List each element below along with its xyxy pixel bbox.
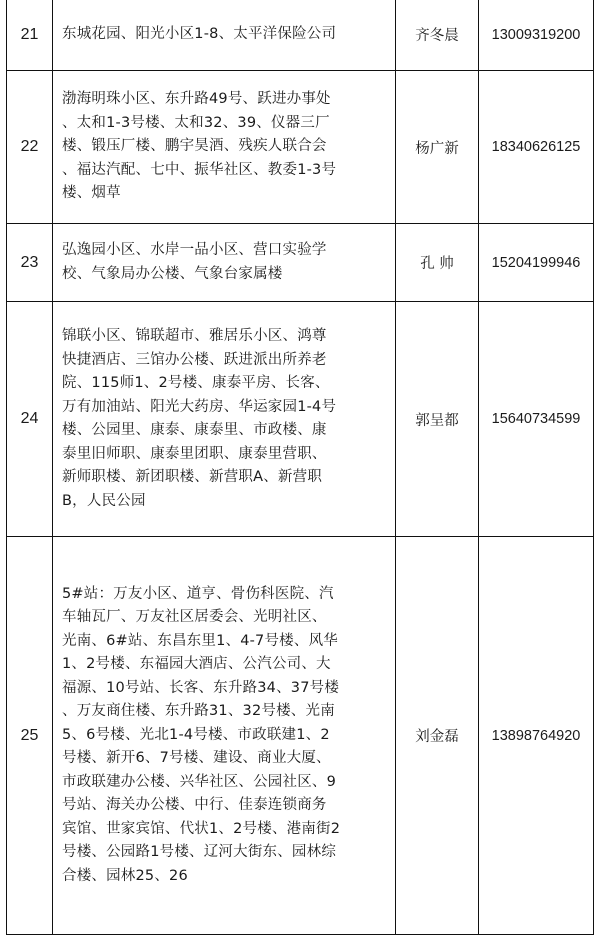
address-line: 、太和1-3号楼、太和32、39、仪器三厂 — [62, 114, 330, 131]
phone-cell: 15204199946 — [479, 224, 594, 302]
address-line: 5#站：万友小区、道亨、骨伤科医院、汽 — [62, 585, 334, 602]
address-line: 万有加油站、阳光大药房、华运家园1-4号 — [62, 398, 337, 415]
name-cell: 郭呈都 — [396, 302, 479, 537]
address-line: 1、2号楼、东福园大酒店、公汽公司、大 — [62, 656, 331, 673]
address-line: 号站、海关办公楼、中行、佳泰连锁商务 — [62, 797, 327, 814]
name-cell: 刘金磊 — [396, 537, 479, 935]
address-line: 楼、锻压厂楼、鹏宇昊酒、残疾人联合会 — [62, 138, 327, 155]
address-line: 弘逸园小区、水岸一品小区、营口实验学 — [62, 242, 327, 258]
address-line: 福源、10号站、长客、东升路34、37号楼 — [62, 679, 340, 696]
assignment-table — [6, 0, 594, 935]
row-number: 23 — [7, 224, 53, 302]
name-cell: 孔 帅 — [396, 224, 479, 302]
address-cell — [53, 224, 396, 302]
address-cell — [53, 302, 396, 537]
table-row — [7, 302, 594, 537]
address-line: 新师职楼、新团职楼、新营职A、新营职 — [62, 469, 323, 485]
name-cell: 齐冬晨 — [396, 0, 479, 71]
address-line: 光南、6#站、东昌东里1、4-7号楼、风华 — [62, 632, 338, 649]
address-line: 、福达汽配、七中、振华社区、教委1-3号 — [62, 161, 337, 178]
address-line: 快捷酒店、三馆办公楼、跃进派出所养老 — [62, 351, 327, 368]
address-line: 校、气象局办公楼、气象台家属楼 — [62, 265, 283, 282]
phone-cell: 15640734599 — [479, 302, 594, 537]
address-line: 市政联建办公楼、兴华社区、公园社区、9 — [62, 773, 337, 790]
address-line: 宾馆、世家宾馆、代状1、2号楼、港南街2 — [62, 820, 341, 837]
row-number: 21 — [7, 0, 53, 71]
address-cell — [53, 71, 396, 224]
table-row — [7, 224, 594, 302]
row-number: 22 — [7, 71, 53, 224]
phone-cell: 13898764920 — [479, 537, 594, 935]
row-number: 24 — [7, 302, 53, 537]
address-line: 渤海明珠小区、东升路49号、跃进办事处 — [62, 91, 331, 108]
address-line: B，人民公园 — [62, 492, 146, 509]
table-row — [7, 537, 594, 935]
address-line: 号楼、新开6、7号楼、建设、商业大厦、 — [62, 750, 331, 767]
phone-cell: 18340626125 — [479, 71, 594, 224]
address-line: 车轴瓦厂、万友社区居委会、光明社区、 — [62, 609, 327, 626]
address-line: 泰里旧师职、康泰里团职、康泰里营职、 — [62, 445, 327, 462]
name-cell: 杨广新 — [396, 71, 479, 224]
address-line: 锦联小区、锦联超市、雅居乐小区、鸿尊 — [62, 328, 327, 344]
address-line: 合楼、园林25、26 — [62, 867, 188, 884]
address-cell — [53, 0, 396, 71]
address-line: 、万友商住楼、东升路31、32号楼、光南 — [62, 703, 335, 720]
table-row — [7, 71, 594, 224]
address-line: 楼、烟草 — [62, 185, 121, 202]
address-line: 号楼、公园路1号楼、辽河大街东、园林综 — [62, 844, 337, 861]
address-line: 楼、公园里、康泰、康泰里、市政楼、康 — [62, 422, 327, 438]
address-line: 5、6号楼、光北1-4号楼、市政联建1、2 — [62, 726, 330, 743]
row-number: 25 — [7, 537, 53, 935]
address-line: 院、115师1、2号楼、康泰平房、长客、 — [62, 375, 330, 391]
table-row — [7, 0, 594, 71]
address-cell — [53, 537, 396, 935]
phone-cell: 13009319200 — [479, 0, 594, 71]
address-line: 东城花园、阳光小区1-8、太平洋保险公司 — [62, 25, 337, 42]
